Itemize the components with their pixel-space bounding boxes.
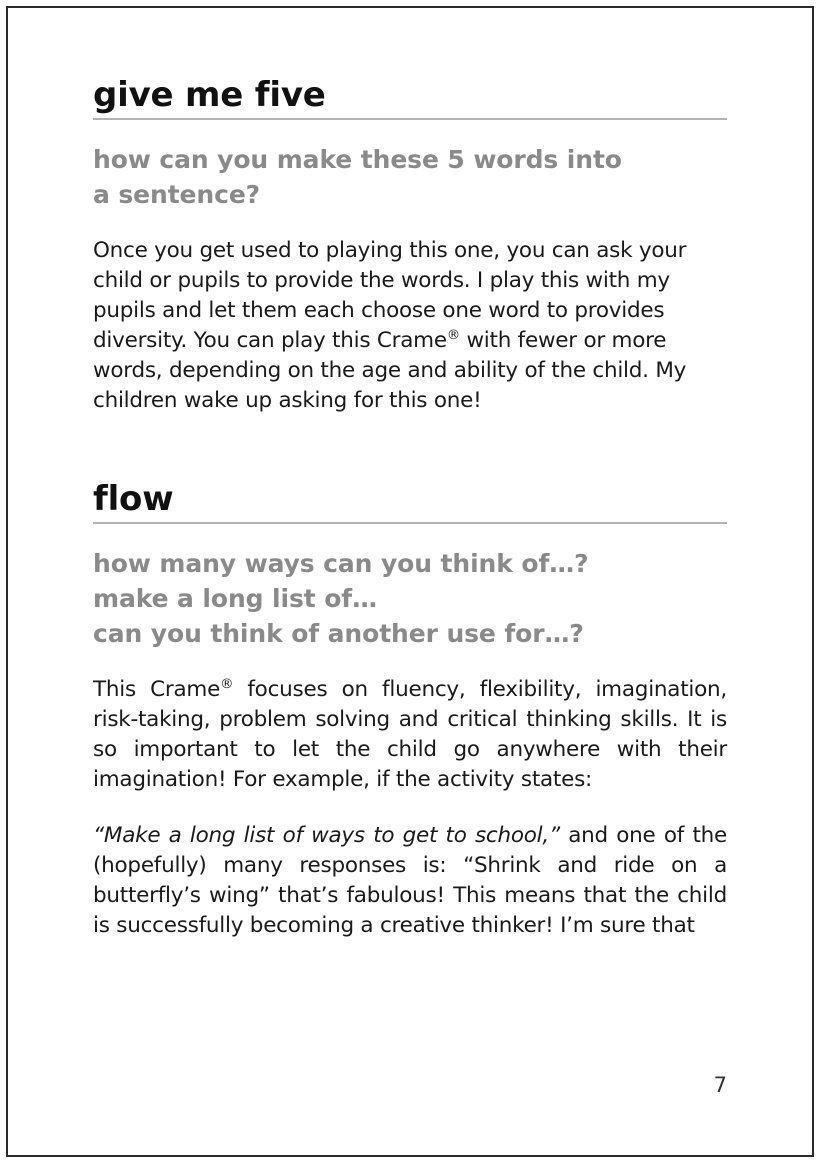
page-number: 7 (713, 1073, 727, 1097)
body-paragraph (93, 236, 727, 416)
registered-mark-icon: ® (220, 676, 234, 692)
paragraph-text-run: and one of the (hopefully) many responses is: “Shrink and ride on a butterfly’s wing” that’s fabulous! This means that the child is successfully becoming a creative thinker! I’m sure that (93, 823, 727, 938)
paragraph-text-run: with fewer or more words, depending on the age and ability of the child. My children wake up asking for this one! (93, 328, 687, 413)
heading-rule-flow (93, 522, 727, 524)
paragraph-text-run: This Crame (93, 677, 221, 702)
body-paragraph (93, 675, 727, 795)
subtitle-line: how many ways can you think of…? (93, 549, 589, 578)
heading-rule-give-me-five (93, 118, 727, 120)
subtitle-line: can you think of another use for…? (93, 619, 584, 648)
subtitle-line: make a long list of… (93, 584, 377, 613)
page-content (93, 75, 727, 941)
paragraph-text-run: Once you get used to playing this one, you can ask your child or pupils to provide the words. I play this with my pupils and let them each choose one word to provides diversity. You can play this Crame (93, 238, 687, 353)
section-give-me-five (93, 75, 727, 416)
body-paragraph (93, 821, 727, 941)
subtitle-line: how can you make these 5 words into (93, 145, 622, 174)
section-heading-give-me-five: give me five (93, 75, 326, 115)
subtitle-block-flow (93, 546, 727, 651)
subtitle-block-give-me-five (93, 142, 727, 212)
section-flow (93, 479, 727, 941)
subtitle-line: a sentence? (93, 180, 261, 209)
quoted-activity-prompt: “Make a long list of ways to get to school,” (93, 823, 560, 848)
section-divider-space (93, 416, 727, 482)
section-heading-flow: flow (93, 479, 174, 519)
paragraph-text-run: focuses on fluency, flexibility, imagination, risk-taking, problem solving and critical thinking skills. It is so important to let the child go anywhere with their imagination! For example, if the activity states: (93, 677, 727, 792)
registered-mark-icon: ® (446, 327, 460, 343)
